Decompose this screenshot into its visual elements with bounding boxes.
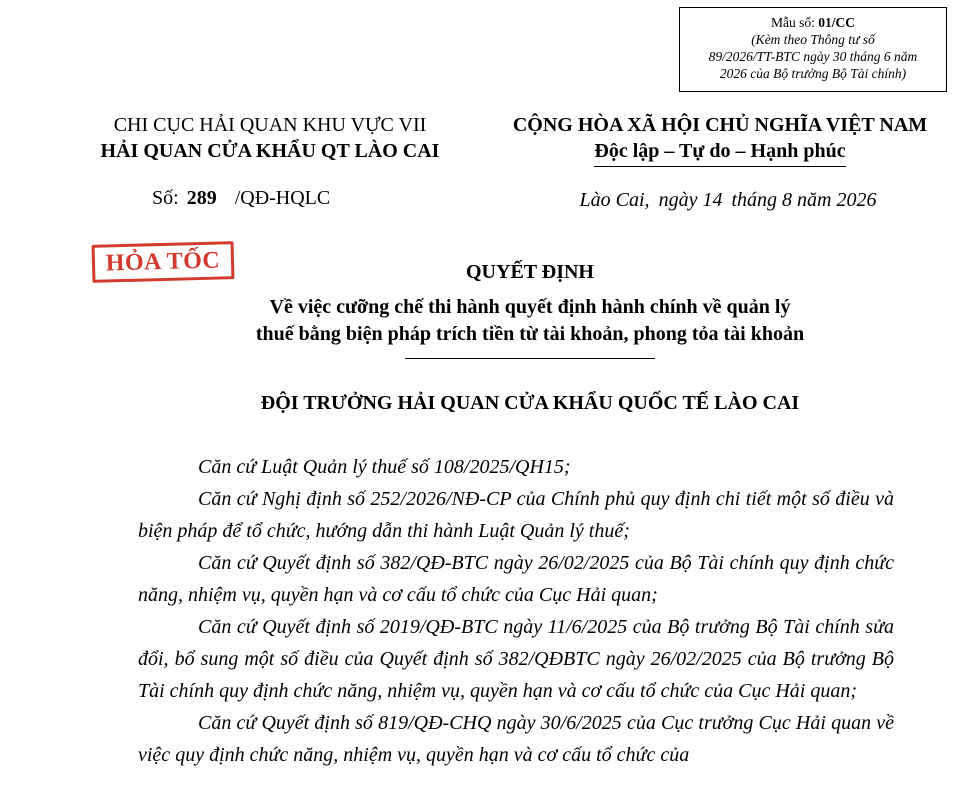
doc-number-suffix: /QĐ-HQLC	[234, 187, 331, 209]
form-attached-line-3: 2026 của Bộ trưởng Bộ Tài chính)	[719, 66, 907, 81]
parent-agency: CHI CỤC HẢI QUAN KHU VỰC VII	[113, 114, 427, 136]
doc-number-value: 289	[186, 187, 217, 209]
doc-number-label: Số:	[152, 187, 179, 209]
issuing-agency	[60, 112, 480, 164]
subject-line-1: Về việc cưỡng chế thi hành quyết định hành chính về quản lý	[269, 296, 791, 318]
legal-bases	[138, 451, 894, 771]
issuing-authority: ĐỘI TRƯỞNG HẢI QUAN CỬA KHẨU QUỐC TẾ LÀO CAI	[260, 392, 800, 414]
subject-line-2: thuế bằng biện pháp trích tiền từ tài khoản, phong tỏa tài khoản	[255, 323, 805, 345]
form-label: Mẫu số:	[771, 15, 815, 30]
date-day: ngày 14	[658, 189, 723, 211]
form-attached-line-1: (Kèm theo Thông tư số	[751, 32, 875, 47]
document-number	[152, 187, 330, 210]
legal-basis-paragraph: Căn cứ Quyết định số 2019/QĐ-BTC ngày 11/6/2025 của Bộ trưởng Bộ Tài chính sửa đổi, bổ sung một số điều của Quyết định số 382/QĐBTC ngày 26/02/2025 của Bộ trưởng Bộ Tài chính quy định chức năng, nhiệm vụ, quyền hạn và cơ cấu tổ chức của Cục Hải quan;	[138, 616, 894, 702]
form-code-line	[680, 14, 946, 31]
legal-basis-paragraph: Căn cứ Quyết định số 382/QĐ-BTC ngày 26/02/2025 của Bộ Tài chính quy định chức năng, nhiệm vụ, quyền hạn và cơ cấu tổ chức của Cục Hải quan;	[138, 552, 894, 606]
form-attached-line-2: 89/2026/TT-BTC ngày 30 tháng 6 năm	[708, 49, 918, 64]
title-underline	[405, 358, 655, 359]
national-header	[480, 112, 960, 167]
document-type: QUYẾT ĐỊNH	[466, 261, 594, 283]
place-and-date	[480, 189, 978, 212]
urgent-stamp: HỎA TỐC	[92, 241, 235, 283]
nation-name: CỘNG HÒA XÃ HỘI CHỦ NGHĨA VIỆT NAM	[512, 114, 928, 136]
form-reference-box	[679, 7, 947, 92]
form-code: 01/CC	[818, 15, 855, 30]
document-title	[140, 259, 920, 348]
legal-basis-paragraph: Căn cứ Nghị định số 252/2026/NĐ-CP của Chính phủ quy định chi tiết một số điều và biện pháp để tổ chức, hướng dẫn thi hành Luật Quản lý thuế;	[138, 488, 894, 542]
place: Lào Cai,	[579, 189, 650, 211]
date-month-year: tháng 8 năm 2026	[731, 189, 877, 211]
legal-basis-paragraph: Căn cứ Quyết định số 819/QĐ-CHQ ngày 30/6/2025 của Cục trưởng Cục Hải quan về việc quy định chức năng, nhiệm vụ, quyền hạn và cơ cấu tổ chức của	[138, 712, 894, 766]
issuing-unit: HẢI QUAN CỬA KHẨU QT LÀO CAI	[100, 140, 440, 162]
nation-motto: Độc lập – Tự do – Hạnh phúc	[594, 138, 845, 167]
legal-basis-paragraph: Căn cứ Luật Quản lý thuế số 108/2025/QH15;	[198, 456, 571, 478]
